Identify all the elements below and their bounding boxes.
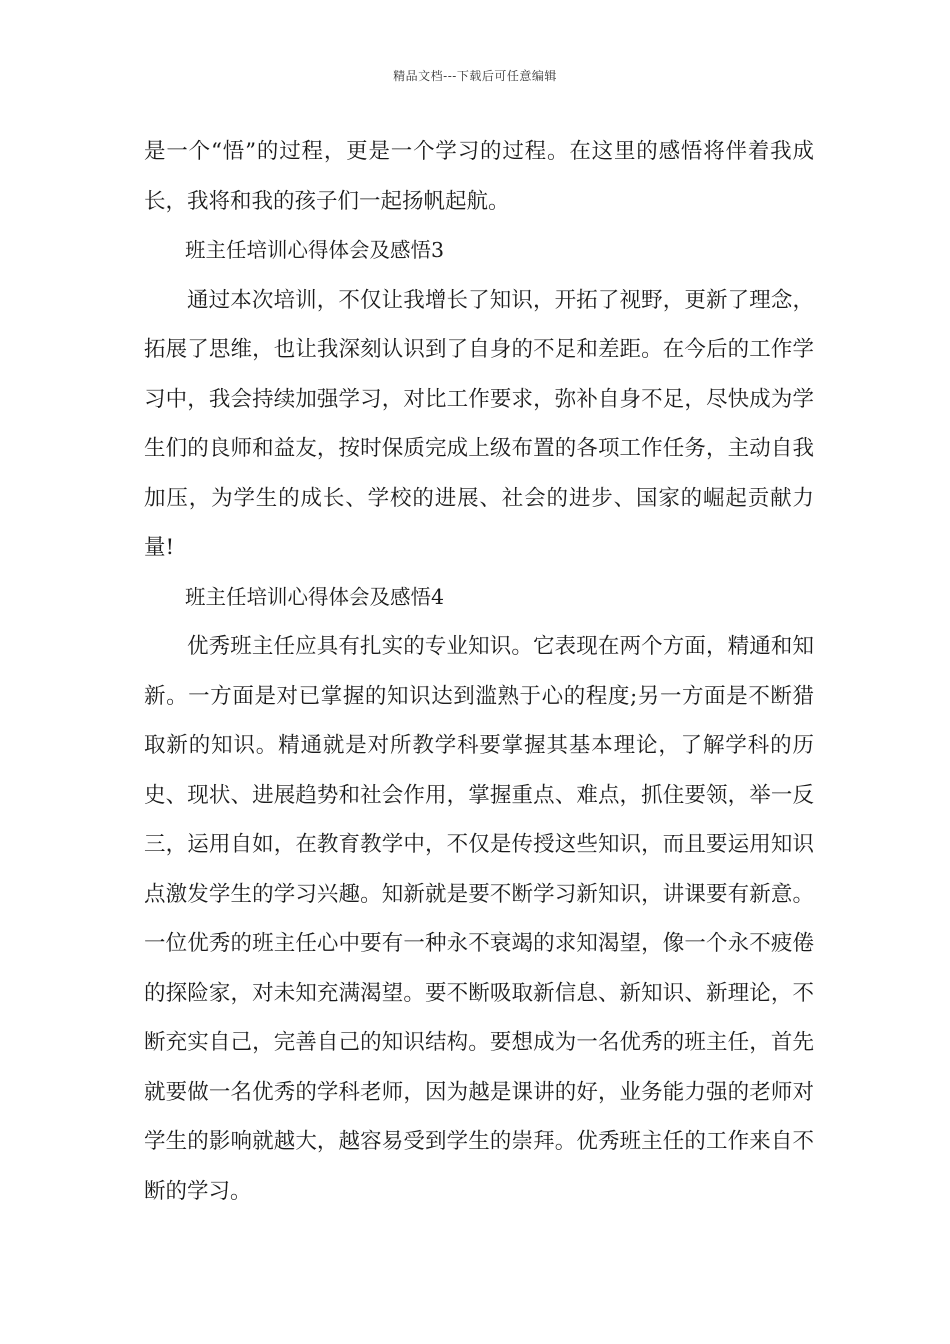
section-heading-4: 班主任培训心得体会及感悟4 <box>185 584 445 609</box>
page-header: 精品文档---下载后可任意编辑 <box>393 69 557 83</box>
document-body <box>144 127 814 1216</box>
paragraph-section-4: 优秀班主任应具有扎实的专业知识。它表现在两个方面，精通和知新。一方面是对已掌握的知识达到滥熟于心的程度;另一方面是不断猎取新的知识。精通就是对所教学科要掌握其基本理论，了解学科的历史、现状、进展趋势和社会作用，掌握重点、难点，抓住要领，举一反三，运用自如，在教育教学中，不仅是传授这些知识，而且要运用知识点激发学生的学习兴趣。知新就是要不断学习新知识，讲课要有新意。一位优秀的班主任心中要有一种永不衰竭的求知渴望，像一个永不疲倦的探险家，对未知充满渴望。要不断吸取新信息、新知识、新理论，不断充实自己，完善自己的知识结构。要想成为一名优秀的班主任，首先就要做一名优秀的学科老师，因为越是课讲的好，业务能力强的老师对学生的影响就越大，越容易受到学生的崇拜。优秀班主任的工作来自不断的学习。 <box>144 634 814 1204</box>
section-heading-3: 班主任培训心得体会及感悟3 <box>185 238 445 262</box>
paragraph-continuation: 是一个“悟”的过程，更是一个学习的过程。在这里的感悟将伴着我成长，我将和我的孩子们一起扬帆起航。 <box>144 139 814 214</box>
paragraph-section-3: 通过本次培训，不仅让我增长了知识，开拓了视野，更新了理念，拓展了思维，也让我深刻认识到了自身的不足和差距。在今后的工作学习中，我会持续加强学习，对比工作要求，弥补自身不足，尽快成为学生们的良师和益友，按时保质完成上级布置的各项工作任务，主动自我加压，为学生的成长、学校的进展、社会的进步、国家的崛起贡献力量! <box>144 287 814 560</box>
